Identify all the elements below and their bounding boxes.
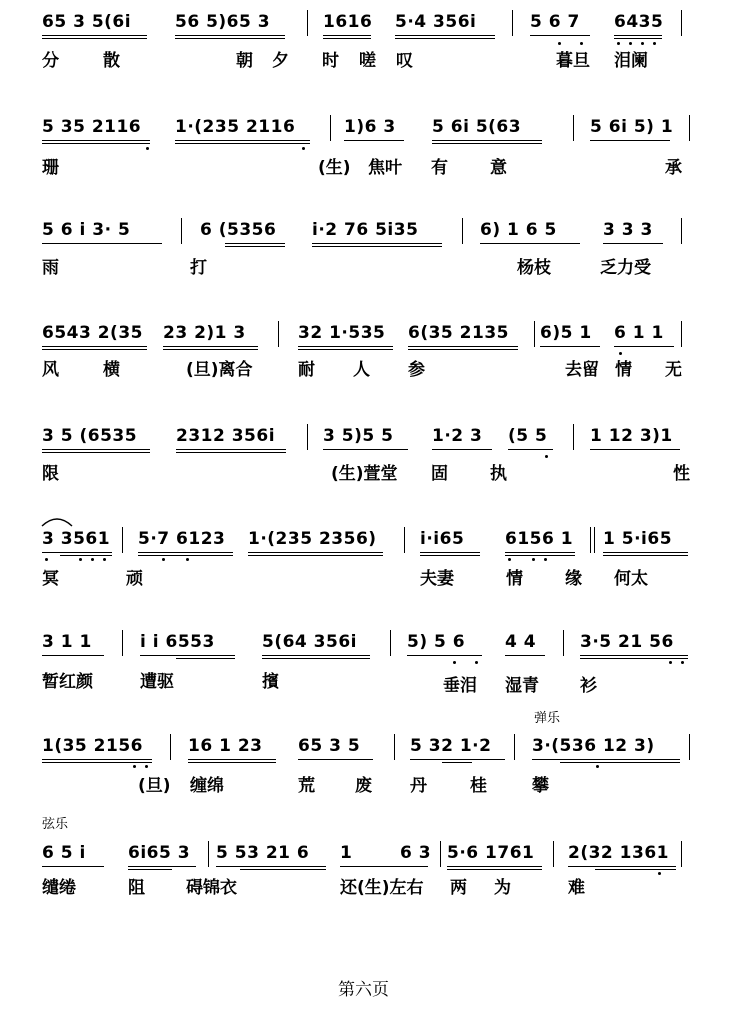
bar-line	[394, 734, 395, 760]
beam-line	[175, 143, 310, 144]
note-group: 1	[340, 843, 353, 863]
beam-line	[42, 143, 150, 144]
octave-dot	[658, 872, 661, 875]
note-group: 3 1 1	[42, 632, 92, 652]
beam-line	[175, 35, 285, 36]
beam-line	[176, 452, 286, 453]
lyric-text: 横	[103, 360, 120, 380]
bar-line	[563, 630, 564, 656]
beam-line	[505, 555, 575, 556]
bar-line	[208, 841, 209, 867]
beam-line	[188, 762, 276, 763]
lyric-text: 何太	[614, 569, 648, 589]
note-group: 6i65 3	[128, 843, 191, 863]
note-group: 5 32 1·2	[410, 736, 492, 756]
bar-line	[594, 527, 595, 553]
beam-line	[432, 449, 492, 450]
beam-line	[138, 555, 233, 556]
bar-line	[681, 321, 682, 347]
beam-line	[614, 35, 662, 36]
beam-line	[42, 762, 152, 763]
lyric-text: 夕	[272, 51, 289, 71]
note-group: 4 4	[505, 632, 537, 652]
lyric-text: 湿青	[505, 676, 539, 696]
lyric-text: 遭驱	[140, 672, 174, 692]
note-group: 5 6i 5(63	[432, 117, 522, 137]
note-group: (5 5	[508, 426, 548, 446]
lyric-text: 无	[665, 360, 682, 380]
bar-line	[514, 734, 515, 760]
beam-line	[432, 140, 542, 141]
beam-line	[420, 555, 480, 556]
octave-dot	[681, 661, 684, 664]
lyric-text: 碍锦衣	[186, 878, 237, 898]
beam-line	[298, 349, 393, 350]
note-group: 6 (5356	[200, 220, 277, 240]
beam-line	[138, 552, 233, 553]
beam-line	[312, 243, 442, 244]
bar-line	[307, 424, 308, 450]
note-group: 5·7 6123	[138, 529, 226, 549]
beam-line	[42, 552, 112, 553]
beam-line	[42, 449, 150, 450]
lyric-text: 缱绻	[42, 878, 76, 898]
note-group: 6156 1	[505, 529, 574, 549]
beam-line	[225, 246, 285, 247]
note-group: 5 35 2116	[42, 117, 142, 137]
lyric-text: 顽	[126, 569, 143, 589]
bar-line	[181, 218, 182, 244]
octave-dot	[629, 42, 632, 45]
beam-line	[580, 655, 688, 656]
beam-line	[530, 35, 590, 36]
lyric-text: 限	[42, 464, 59, 484]
note-group: 1616	[323, 12, 373, 32]
beam-line	[590, 449, 680, 450]
note-group: 1)6 3	[344, 117, 396, 137]
lyric-text: 缠绵	[190, 776, 224, 796]
beam-line	[595, 869, 676, 870]
note-group: 6 1 1	[614, 323, 664, 343]
beam-line	[42, 759, 152, 760]
lyric-text: 朝	[236, 51, 253, 71]
beam-line	[323, 449, 408, 450]
lyric-text: 荒	[298, 776, 315, 796]
lyric-text: 丹	[410, 776, 427, 796]
lyric-text: 情	[506, 569, 523, 589]
beam-line	[298, 759, 373, 760]
octave-dot	[544, 558, 547, 561]
lyric-text: 打	[190, 258, 207, 278]
lyric-text: 有	[431, 158, 448, 178]
note-group: 3 3 3	[603, 220, 653, 240]
lyric-text: 泪阑	[614, 51, 648, 71]
beam-line	[128, 869, 172, 870]
note-group: 3·(536 12 3)	[532, 736, 655, 756]
note-group: 6)5 1	[540, 323, 592, 343]
lyric-text: 分	[42, 51, 59, 71]
lyric-text: 冥	[42, 569, 59, 589]
beam-line	[603, 555, 688, 556]
beam-line	[540, 346, 600, 347]
beam-line	[42, 140, 150, 141]
bar-line	[307, 10, 308, 36]
beam-line	[248, 555, 383, 556]
octave-dot	[103, 558, 106, 561]
beam-line	[432, 143, 542, 144]
beam-line	[240, 869, 326, 870]
note-group: 5 6i 5) 1	[590, 117, 674, 137]
bar-line	[573, 424, 574, 450]
beam-line	[408, 349, 518, 350]
lyric-text: 珊	[42, 158, 59, 178]
lyric-text: 杨枝	[517, 258, 551, 278]
section-annotation: 弹乐	[534, 711, 561, 726]
octave-dot	[145, 765, 148, 768]
lyric-text: 暮旦	[556, 51, 590, 71]
lyric-text: 阻	[128, 878, 145, 898]
lyric-text: 衫	[580, 676, 597, 696]
lyric-text: 时	[322, 51, 339, 71]
note-group: 65 3 5(6i	[42, 12, 132, 32]
beam-line	[508, 449, 553, 450]
beam-line	[603, 243, 663, 244]
beam-line	[442, 762, 472, 763]
beam-line	[410, 759, 505, 760]
bar-line	[330, 115, 331, 141]
note-group: 1 5·i65	[603, 529, 673, 549]
lyric-text: (旦)	[138, 776, 171, 796]
bar-line	[534, 321, 535, 347]
bar-line	[390, 630, 391, 656]
slur-mark	[40, 514, 74, 528]
octave-dot	[146, 147, 149, 150]
note-group: 3 5 (6535	[42, 426, 138, 446]
bar-line	[689, 734, 690, 760]
note-group: i i 6553	[140, 632, 215, 652]
beam-line	[447, 866, 542, 867]
lyric-text: 暂红颜	[42, 672, 93, 692]
page-number: 第六页	[338, 980, 389, 1000]
beam-line	[568, 866, 676, 867]
lyric-text: 废	[355, 776, 372, 796]
lyric-text: 性	[673, 464, 690, 484]
octave-dot	[508, 558, 511, 561]
beam-line	[42, 452, 150, 453]
beam-line	[128, 866, 196, 867]
octave-dot	[653, 42, 656, 45]
bar-line	[440, 841, 441, 867]
note-group: 3 3561	[42, 529, 111, 549]
note-group: 16 1 23	[188, 736, 263, 756]
lyric-text: 散	[103, 51, 120, 71]
beam-line	[395, 35, 495, 36]
note-group: 56 5)65 3	[175, 12, 271, 32]
lyric-text: 承	[665, 158, 682, 178]
lyric-text: (旦)离合	[186, 360, 253, 380]
lyric-text: 擯	[262, 672, 279, 692]
note-group: 3 5)5 5	[323, 426, 394, 446]
note-group: 6543 2(35	[42, 323, 143, 343]
beam-line	[323, 35, 371, 36]
octave-dot	[45, 558, 48, 561]
lyric-text: 参	[408, 360, 425, 380]
octave-dot	[79, 558, 82, 561]
beam-line	[216, 866, 326, 867]
beam-line	[176, 658, 235, 659]
note-group: 6 3	[400, 843, 432, 863]
beam-line	[603, 552, 688, 553]
note-group: 1 12 3)1	[590, 426, 673, 446]
beam-line	[42, 38, 147, 39]
lyric-text: 乏力受	[600, 258, 651, 278]
lyric-text: (生)萱堂	[331, 464, 398, 484]
beam-line	[560, 762, 680, 763]
lyric-text: 还(生)左右	[340, 878, 424, 898]
beam-line	[323, 38, 371, 39]
beam-line	[42, 866, 104, 867]
beam-line	[505, 552, 575, 553]
note-group: 2(32 1361	[568, 843, 669, 863]
octave-dot	[580, 42, 583, 45]
beam-line	[140, 655, 235, 656]
beam-line	[312, 246, 442, 247]
beam-line	[395, 38, 495, 39]
lyric-text: 固	[431, 464, 448, 484]
lyric-text: 执	[490, 464, 507, 484]
note-group: 23 2)1 3	[163, 323, 246, 343]
note-group: 5(64 356i	[262, 632, 357, 652]
beam-line	[163, 346, 258, 347]
beam-line	[407, 655, 482, 656]
note-group: 5·6 1761	[447, 843, 535, 863]
octave-dot	[619, 352, 622, 355]
note-group: 6) 1 6 5	[480, 220, 557, 240]
note-group: 6 5 i	[42, 843, 86, 863]
lyric-text: 意	[490, 158, 507, 178]
bar-line	[689, 115, 690, 141]
octave-dot	[133, 765, 136, 768]
note-group: 65 3 5	[298, 736, 361, 756]
beam-line	[60, 555, 112, 556]
lyric-text: 缘	[565, 569, 582, 589]
beam-line	[532, 759, 680, 760]
lyric-text: 两	[450, 878, 467, 898]
beam-line	[340, 866, 428, 867]
beam-line	[262, 655, 370, 656]
octave-dot	[475, 661, 478, 664]
bar-line	[278, 321, 279, 347]
note-group: 1·2 3	[432, 426, 483, 446]
note-group: 1·(235 2116	[175, 117, 296, 137]
octave-dot	[91, 558, 94, 561]
beam-line	[42, 243, 162, 244]
bar-line	[122, 527, 123, 553]
bar-line	[462, 218, 463, 244]
bar-line	[122, 630, 123, 656]
bar-line	[590, 527, 591, 553]
note-group: 5 53 21 6	[216, 843, 310, 863]
beam-line	[248, 552, 383, 553]
bar-line	[170, 734, 171, 760]
note-group: 6(35 2135	[408, 323, 509, 343]
lyric-text: 叹	[396, 51, 413, 71]
octave-dot	[545, 455, 548, 458]
note-group: i·2 76 5i35	[312, 220, 419, 240]
beam-line	[505, 655, 545, 656]
lyric-text: 攀	[532, 776, 549, 796]
bar-line	[681, 10, 682, 36]
beam-line	[614, 346, 674, 347]
beam-line	[262, 658, 370, 659]
octave-dot	[596, 765, 599, 768]
lyric-text: 桂	[470, 776, 487, 796]
note-group: i·i65	[420, 529, 465, 549]
note-group: 1(35 2156	[42, 736, 143, 756]
lyric-text: 焦叶	[368, 158, 402, 178]
octave-dot	[641, 42, 644, 45]
beam-line	[42, 655, 104, 656]
note-group: 1·(235 2356)	[248, 529, 377, 549]
note-group: 3·5 21 56	[580, 632, 674, 652]
beam-line	[298, 346, 393, 347]
lyric-text: 风	[42, 360, 59, 380]
bar-line	[404, 527, 405, 553]
beam-line	[447, 869, 542, 870]
lyric-text: 垂泪	[443, 676, 477, 696]
lyric-text: 人	[353, 360, 370, 380]
beam-line	[590, 140, 670, 141]
octave-dot	[162, 558, 165, 561]
note-group: 5 6 i 3· 5	[42, 220, 131, 240]
octave-dot	[558, 42, 561, 45]
beam-line	[175, 140, 310, 141]
note-group: 32 1·535	[298, 323, 386, 343]
lyric-text: 难	[568, 878, 585, 898]
octave-dot	[453, 661, 456, 664]
note-group: 2312 356i	[176, 426, 276, 446]
bar-line	[512, 10, 513, 36]
beam-line	[42, 35, 147, 36]
note-group: 5 6 7	[530, 12, 580, 32]
beam-line	[420, 552, 480, 553]
lyric-text: 情	[615, 360, 632, 380]
lyric-text: (生)	[318, 158, 351, 178]
octave-dot	[617, 42, 620, 45]
beam-line	[175, 38, 285, 39]
bar-line	[573, 115, 574, 141]
beam-line	[42, 349, 147, 350]
lyric-text: 耐	[298, 360, 315, 380]
octave-dot	[186, 558, 189, 561]
lyric-text: 嗟	[359, 51, 376, 71]
bar-line	[681, 841, 682, 867]
lyric-text: 去留	[565, 360, 599, 380]
beam-line	[163, 349, 258, 350]
note-group: 6435	[614, 12, 664, 32]
beam-line	[614, 38, 662, 39]
bar-line	[553, 841, 554, 867]
beam-line	[176, 449, 286, 450]
note-group: 5·4 356i	[395, 12, 477, 32]
beam-line	[480, 243, 580, 244]
octave-dot	[669, 661, 672, 664]
bar-line	[681, 218, 682, 244]
beam-line	[580, 658, 688, 659]
note-group: 5) 5 6	[407, 632, 466, 652]
beam-line	[188, 759, 276, 760]
beam-line	[42, 346, 147, 347]
lyric-text: 为	[494, 878, 511, 898]
lyric-text: 夫妻	[420, 569, 454, 589]
section-annotation: 弦乐	[42, 817, 69, 832]
beam-line	[408, 346, 518, 347]
beam-line	[344, 140, 404, 141]
lyric-text: 雨	[42, 258, 59, 278]
octave-dot	[302, 147, 305, 150]
beam-line	[225, 243, 285, 244]
octave-dot	[532, 558, 535, 561]
